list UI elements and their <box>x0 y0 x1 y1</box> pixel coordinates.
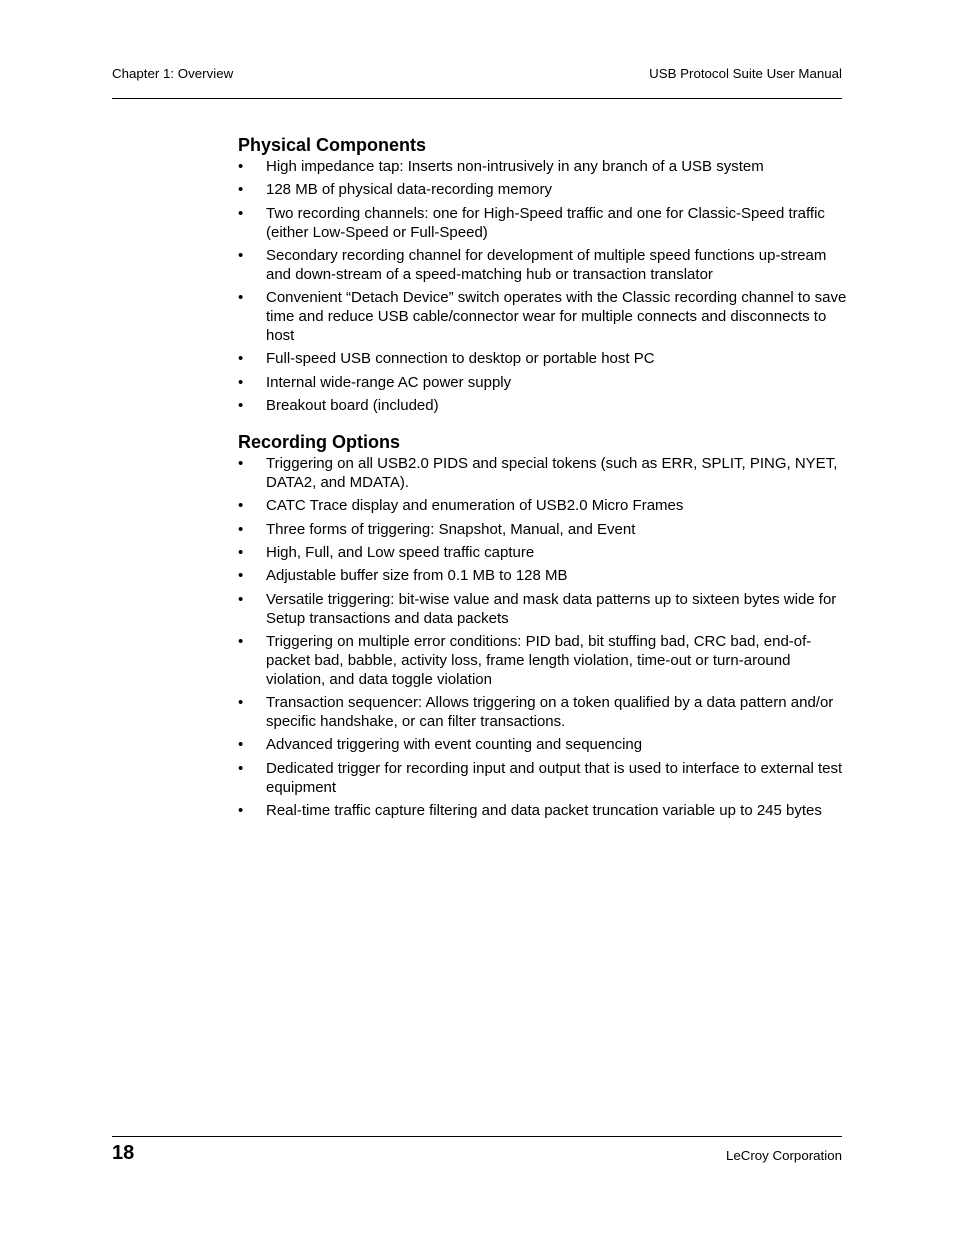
list-item: • Breakout board (included) <box>238 397 439 415</box>
list-item: • Triggering on all USB2.0 PIDS and special tokens (such as ERR, SPLIT, PING, NYET, DATA2, and MDATA). <box>238 455 838 492</box>
list-item: • Internal wide-range AC power supply <box>238 373 512 391</box>
bullet-icon: • <box>238 632 244 650</box>
list-item: • Triggering on multiple error conditions: PID bad, bit stuffing bad, CRC bad, end-of-packet bad, babble, activity loss, frame length violation, time-out or turn-around violation, and data toggle violation <box>238 632 812 688</box>
header-divider <box>112 98 842 99</box>
list-item: • 128 MB of physical data-recording memory <box>238 181 552 199</box>
physical-components-list <box>238 157 848 415</box>
bullet-icon: • <box>238 158 244 175</box>
section-title-recording-options: Recording Options <box>238 432 400 453</box>
recording-options-list <box>238 454 848 820</box>
bullet-icon: • <box>238 455 244 473</box>
bullet-icon: • <box>238 289 244 307</box>
bullet-icon: • <box>238 590 244 608</box>
bullet-icon: • <box>238 520 244 538</box>
bullet-icon: • <box>238 694 244 712</box>
bullet-icon: • <box>238 567 244 585</box>
bullet-icon: • <box>238 736 244 754</box>
list-item: • Real-time traffic capture filtering and data packet truncation variable up to 245 bytes <box>238 802 822 820</box>
bullet-icon: • <box>238 204 244 222</box>
chapter-title: Chapter 1: Overview <box>112 66 234 81</box>
list-item: • High, Full, and Low speed traffic capture <box>238 543 535 561</box>
list-item: • CATC Trace display and enumeration of USB2.0 Micro Frames <box>238 497 684 515</box>
bullet-icon: • <box>238 373 244 391</box>
bullet-icon: • <box>238 246 244 264</box>
bullet-icon: • <box>238 181 244 199</box>
manual-title: USB Protocol Suite User Manual <box>649 66 842 81</box>
page-content <box>238 134 848 824</box>
bullet-icon: • <box>238 759 244 777</box>
bullet-icon: • <box>238 397 244 415</box>
list-item: • Versatile triggering: bit-wise value and mask data patterns up to sixteen bytes wide for Setup transactions and data packets <box>238 590 837 627</box>
bullet-icon: • <box>238 802 244 820</box>
bullet-icon: • <box>238 497 244 515</box>
list-item: • Full-speed USB connection to desktop or portable host PC <box>238 350 655 368</box>
list-item: • Advanced triggering with event counting and sequencing <box>238 736 643 754</box>
page-number: 18 <box>112 1142 135 1164</box>
list-item: • Dedicated trigger for recording input and output that is used to interface to external test equipment <box>238 759 843 796</box>
list-item: • Two recording channels: one for High-Speed traffic and one for Classic-Speed traffic (either Low-Speed or Full-Speed) <box>238 204 825 241</box>
list-item: • High impedance tap: Inserts non-intrusively in any branch of a USB system <box>238 158 764 175</box>
list-item: • Transaction sequencer: Allows triggering on a token qualified by a data pattern and/or specific handshake, or can filter transactions. <box>238 694 834 731</box>
bullet-icon: • <box>238 543 244 561</box>
footer-divider <box>112 1136 842 1137</box>
page-header <box>112 66 842 84</box>
list-item: • Secondary recording channel for development of multiple speed functions up-stream and down-stream of a speed-matching hub or transaction translator <box>238 246 827 283</box>
list-item: • Adjustable buffer size from 0.1 MB to 128 MB <box>238 567 568 585</box>
company-name: LeCroy Corporation <box>725 1148 842 1163</box>
list-item: • Convenient “Detach Device” switch operates with the Classic recording channel to save time and reduce USB cable/connector wear for multiple connects and disconnects to host <box>238 289 847 345</box>
bullet-icon: • <box>238 350 244 368</box>
list-item: • Three forms of triggering: Snapshot, Manual, and Event <box>238 520 636 538</box>
section-title-physical-components: Physical Components <box>238 135 427 155</box>
